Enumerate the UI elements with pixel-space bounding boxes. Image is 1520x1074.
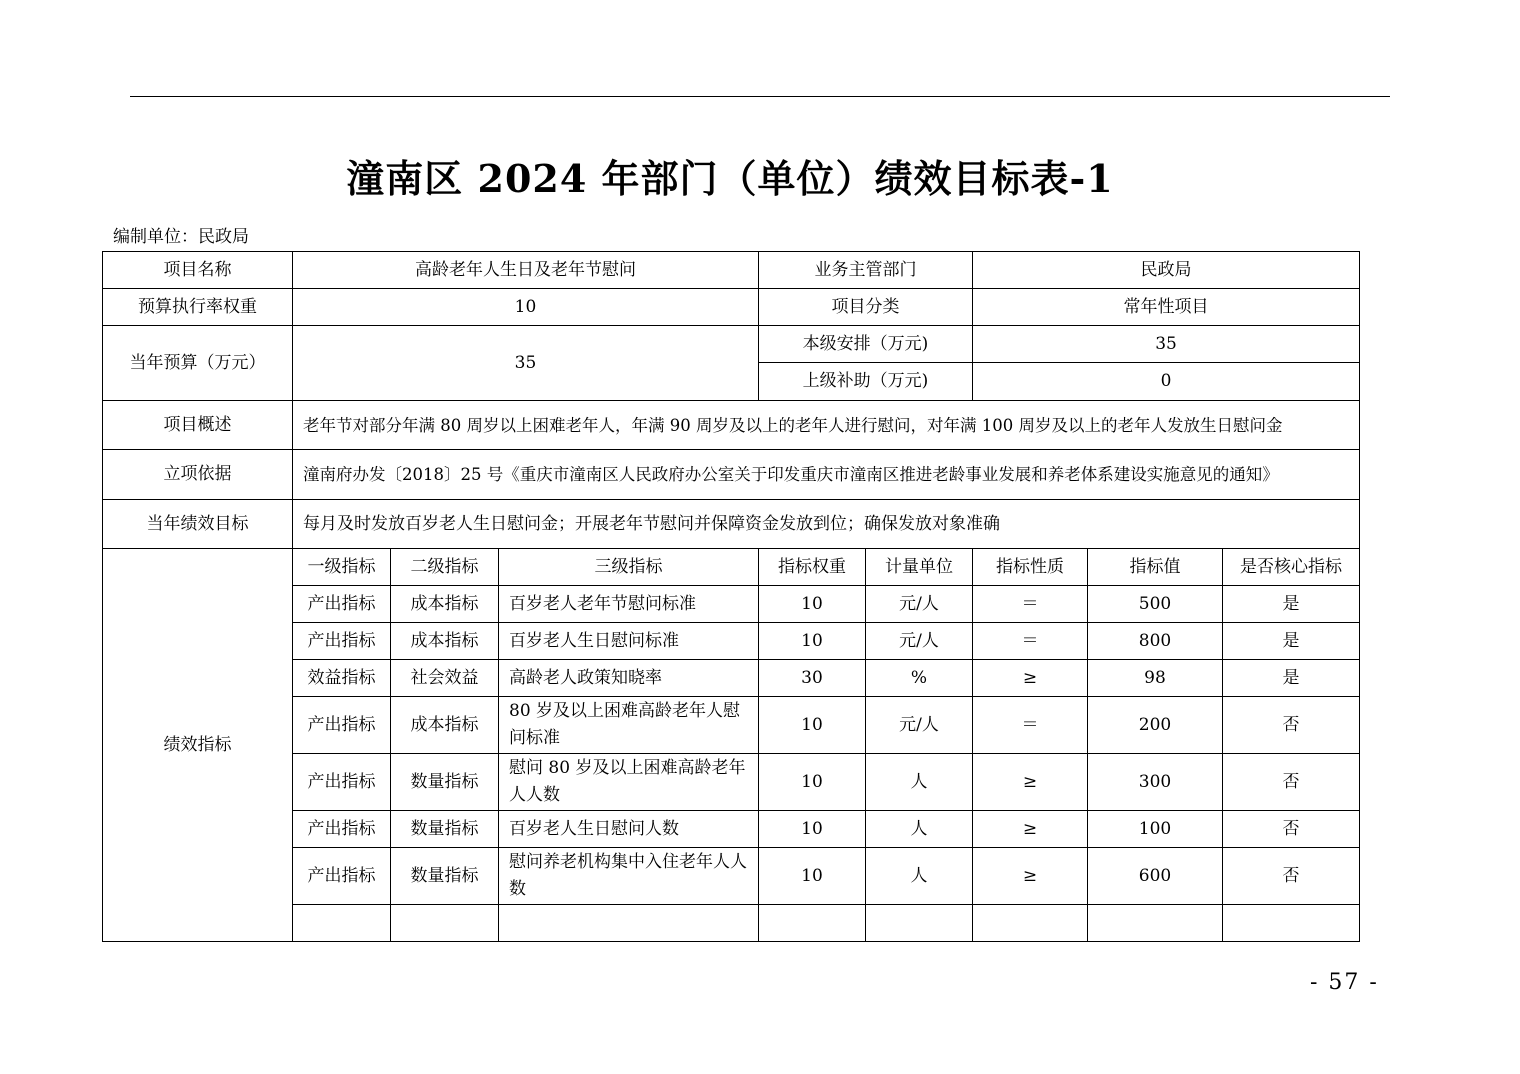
core-cell: 否 [1223, 811, 1360, 848]
nature-cell: ≥ [973, 754, 1088, 811]
compile-unit: 编制单位：民政局 [113, 227, 249, 247]
level2-cell: 成本指标 [391, 623, 499, 660]
empty-cell [866, 905, 973, 942]
unit-cell: 人 [866, 811, 973, 848]
empty-cell [973, 905, 1088, 942]
empty-cell [759, 905, 866, 942]
nature-cell: ≥ [973, 811, 1088, 848]
column-header: 指标性质 [973, 549, 1088, 586]
core-cell: 是 [1223, 660, 1360, 697]
empty-cell [1223, 905, 1360, 942]
empty-cell [499, 905, 759, 942]
top-rule [130, 96, 1390, 97]
level1-cell: 产出指标 [293, 586, 391, 623]
superior-budget: 0 [973, 363, 1360, 401]
unit-cell: 元/人 [866, 623, 973, 660]
column-header: 二级指标 [391, 549, 499, 586]
column-header: 一级指标 [293, 549, 391, 586]
level1-cell: 产出指标 [293, 848, 391, 905]
weight-cell: 10 [759, 848, 866, 905]
value-cell: 600 [1088, 848, 1223, 905]
local-budget: 35 [973, 326, 1360, 363]
value-cell: 200 [1088, 697, 1223, 754]
value-cell: 98 [1088, 660, 1223, 697]
column-header: 三级指标 [499, 549, 759, 586]
page-number: - 57 - [1310, 970, 1379, 995]
level2-cell: 社会效益 [391, 660, 499, 697]
level1-cell: 产出指标 [293, 697, 391, 754]
weight-cell: 10 [759, 586, 866, 623]
level1-cell: 产出指标 [293, 811, 391, 848]
level2-cell: 成本指标 [391, 586, 499, 623]
local-budget-label: 本级安排（万元) [759, 326, 973, 363]
performance-table [102, 251, 1360, 942]
level3-cell: 百岁老人生日慰问人数 [499, 811, 759, 848]
level3-cell: 80 岁及以上困难高龄老年人慰问标准 [499, 697, 759, 754]
level3-cell: 慰问 80 岁及以上困难高龄老年人人数 [499, 754, 759, 811]
superior-budget-label: 上级补助（万元) [759, 363, 973, 401]
value-cell: 100 [1088, 811, 1223, 848]
empty-cell [1088, 905, 1223, 942]
column-header: 是否核心指标 [1223, 549, 1360, 586]
column-header: 指标权重 [759, 549, 866, 586]
page-title: 潼南区 2024 年部门（单位）绩效目标表-1 [346, 156, 1114, 201]
nature-cell: ≥ [973, 848, 1088, 905]
weight-cell: 10 [759, 623, 866, 660]
basis: 潼南府办发〔2018〕25 号《重庆市潼南区人民政府办公室关于印发重庆市潼南区推进老龄事业发展和养老体系建设实施意见的通知》 [293, 450, 1360, 500]
project-name: 高龄老年人生日及老年节慰问 [293, 252, 759, 289]
level3-cell: 高龄老人政策知晓率 [499, 660, 759, 697]
unit-cell: 元/人 [866, 697, 973, 754]
category-label: 项目分类 [759, 289, 973, 326]
level3-cell: 百岁老人生日慰问标准 [499, 623, 759, 660]
empty-cell [391, 905, 499, 942]
unit-cell: 人 [866, 848, 973, 905]
level2-cell: 数量指标 [391, 754, 499, 811]
level2-cell: 成本指标 [391, 697, 499, 754]
level1-cell: 效益指标 [293, 660, 391, 697]
unit-cell: % [866, 660, 973, 697]
level2-cell: 数量指标 [391, 811, 499, 848]
value-cell: 500 [1088, 586, 1223, 623]
dept: 民政局 [973, 252, 1360, 289]
value-cell: 300 [1088, 754, 1223, 811]
basis-label: 立项依据 [103, 450, 293, 500]
level3-cell: 慰问养老机构集中入住老年人人数 [499, 848, 759, 905]
empty-cell [293, 905, 391, 942]
column-header: 计量单位 [866, 549, 973, 586]
nature-cell: ＝ [973, 697, 1088, 754]
level2-cell: 数量指标 [391, 848, 499, 905]
core-cell: 是 [1223, 586, 1360, 623]
core-cell: 否 [1223, 697, 1360, 754]
weight-cell: 30 [759, 660, 866, 697]
unit-cell: 人 [866, 754, 973, 811]
budget-rate-label: 预算执行率权重 [103, 289, 293, 326]
indicator-section-label: 绩效指标 [103, 549, 293, 942]
core-cell: 否 [1223, 848, 1360, 905]
annual-budget: 35 [293, 326, 759, 401]
core-cell: 否 [1223, 754, 1360, 811]
level3-cell: 百岁老人老年节慰问标准 [499, 586, 759, 623]
weight-cell: 10 [759, 754, 866, 811]
goal: 每月及时发放百岁老人生日慰问金；开展老年节慰问并保障资金发放到位；确保发放对象准确 [293, 500, 1360, 549]
level1-cell: 产出指标 [293, 623, 391, 660]
unit-cell: 元/人 [866, 586, 973, 623]
nature-cell: ＝ [973, 586, 1088, 623]
dept-label: 业务主管部门 [759, 252, 973, 289]
level1-cell: 产出指标 [293, 754, 391, 811]
overview-label: 项目概述 [103, 401, 293, 450]
category: 常年性项目 [973, 289, 1360, 326]
nature-cell: ＝ [973, 623, 1088, 660]
weight-cell: 10 [759, 697, 866, 754]
goal-label: 当年绩效目标 [103, 500, 293, 549]
value-cell: 800 [1088, 623, 1223, 660]
core-cell: 是 [1223, 623, 1360, 660]
nature-cell: ≥ [973, 660, 1088, 697]
overview: 老年节对部分年满 80 周岁以上困难老年人，年满 90 周岁及以上的老年人进行慰问，对年满 100 周岁及以上的老年人发放生日慰问金 [293, 401, 1360, 450]
column-header: 指标值 [1088, 549, 1223, 586]
annual-budget-label: 当年预算（万元） [103, 326, 293, 401]
weight-cell: 10 [759, 811, 866, 848]
project-name-label: 项目名称 [103, 252, 293, 289]
budget-rate: 10 [293, 289, 759, 326]
